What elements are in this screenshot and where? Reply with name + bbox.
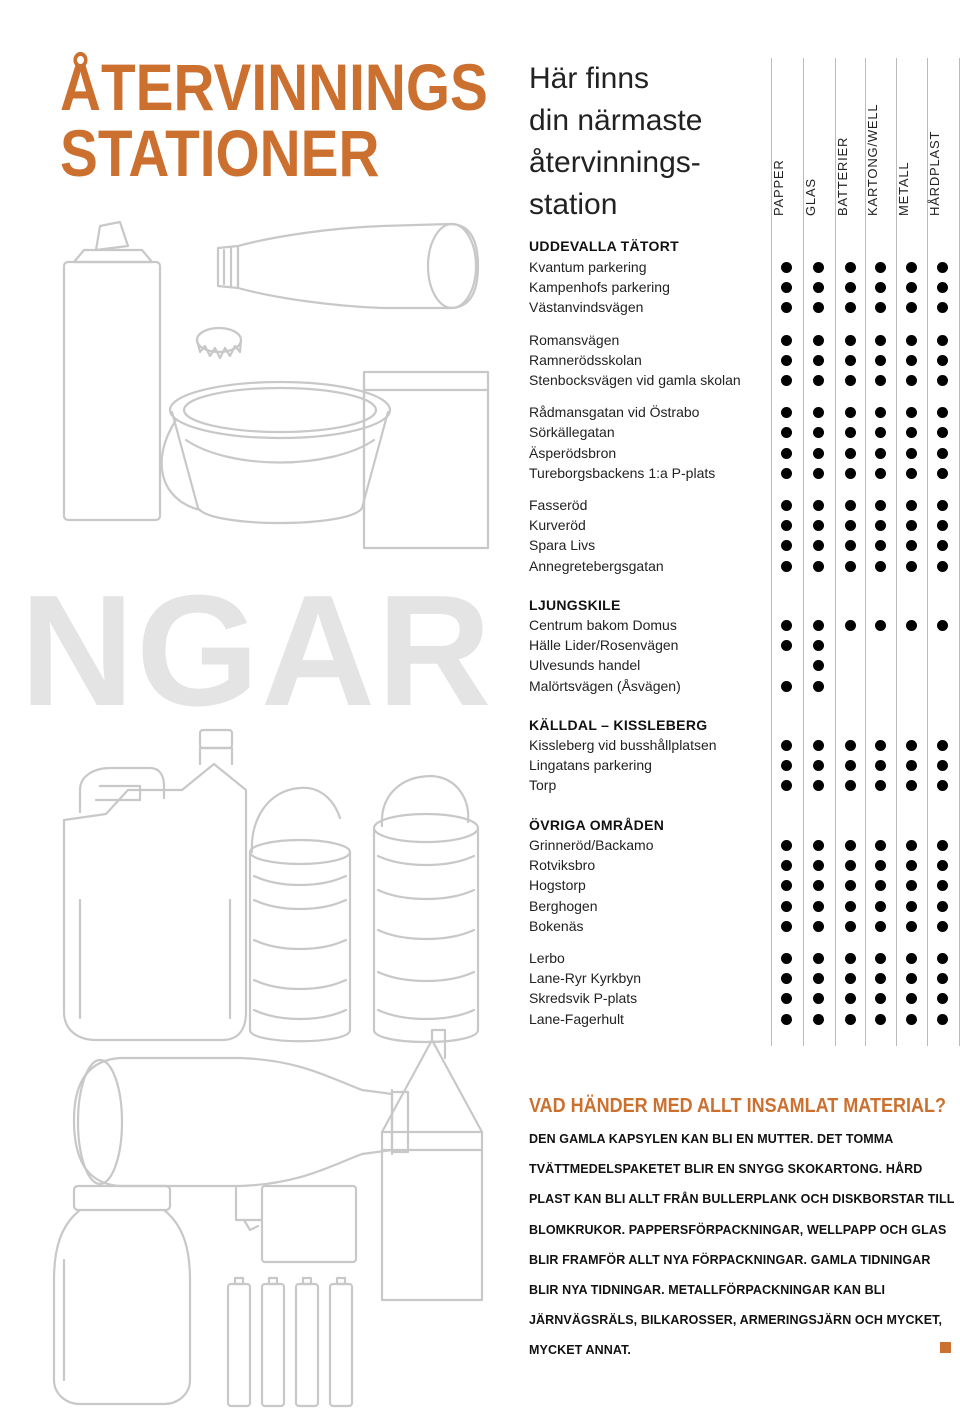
availability-dot [813,901,824,912]
availability-dot [845,427,856,438]
location-row [529,556,959,576]
availability-dot [937,500,948,511]
availability-dot [781,355,792,366]
info-body: DEN GAMLA KAPSYLEN KAN BLI EN MUTTER. DET TOMMA TVÄTTMEDELSPAKETET BLIR EN SNYGG SKOKARTONG. HÅRD PLAST KAN BLI ALLT FRÅN BULLERPLANK OCH DISKBORSTAR TILL BLOMKRUKOR. PAPPERSFÖRPACKNINGAR, WELLPAPP OCH GLAS BLIR FRAMFÖR ALLT NYA FÖRPACKNINGAR. GAMLA TIDNINGAR BLIR NYA TIDNINGAR. METALLFÖRPACKNINGAR KAN BLI JÄRNVÄGSRÄLS, BILKAROSSER, ARMERINGSJÄRN OCH MYCKET, MYCKET ANNAT. [529,1132,955,1358]
column-header-label: METALL [896,161,911,216]
location-name: Tureborgsbackens 1:a P-plats [529,465,716,481]
availability-dot [781,780,792,791]
availability-dot [906,760,917,771]
location-row [529,855,959,875]
availability-dot [845,953,856,964]
availability-dot [906,262,917,273]
page-subtitle-line: återvinnings- [529,146,701,179]
availability-dot [906,993,917,1004]
availability-dot [781,840,792,851]
availability-dot [813,1014,824,1025]
availability-dot [813,427,824,438]
availability-dot [937,375,948,386]
availability-dot [875,780,886,791]
location-row [529,948,959,968]
availability-dot [813,860,824,871]
availability-dot [937,407,948,418]
availability-dot [875,468,886,479]
page-title-line: STATIONER [60,116,380,190]
availability-dot [875,355,886,366]
availability-dot [875,860,886,871]
availability-dot [845,448,856,459]
availability-dot [781,880,792,891]
location-name: Centrum bakom Domus [529,617,677,633]
availability-dot [937,468,948,479]
availability-dot [781,375,792,386]
availability-dot [875,901,886,912]
availability-dot [875,561,886,572]
availability-dot [906,520,917,531]
availability-dot [875,335,886,346]
availability-dot [781,860,792,871]
availability-dot [781,973,792,984]
availability-dot [937,302,948,313]
availability-dot [906,620,917,631]
location-name: Kvantum parkering [529,259,647,275]
location-name: Spara Livs [529,537,596,553]
availability-dot [937,953,948,964]
tin-can-icon [250,788,350,1041]
availability-dot [906,335,917,346]
availability-dot [937,880,948,891]
availability-dot [845,282,856,293]
location-name: Ramnerödsskolan [529,352,642,368]
availability-dot [845,880,856,891]
availability-dot [813,840,824,851]
availability-dot [937,740,948,751]
column-header [803,62,830,216]
location-row [529,835,959,855]
availability-dot [875,740,886,751]
availability-dot [781,901,792,912]
availability-dot [813,973,824,984]
availability-dot [875,407,886,418]
availability-dot [937,262,948,273]
location-row [529,968,959,988]
availability-dot [813,681,824,692]
availability-dot [845,468,856,479]
availability-dot [781,448,792,459]
availability-dot [937,620,948,631]
info-heading: VAD HÄNDER MED ALLT INSAMLAT MATERIAL? [529,1095,946,1117]
availability-dot [781,921,792,932]
location-row [529,635,959,655]
availability-dot [781,407,792,418]
availability-dot [875,620,886,631]
location-name: Torp [529,777,557,793]
availability-dot [845,302,856,313]
availability-dot [813,921,824,932]
location-row [529,515,959,535]
location-row [529,896,959,916]
location-name: Stenbocksvägen vid gamla skolan [529,372,741,388]
location-name: Sörkällegatan [529,424,615,440]
availability-dot [813,993,824,1004]
availability-dot [875,1014,886,1025]
group-heading: UDDEVALLA TÄTORT [529,238,679,254]
location-name: Rådmansgatan vid Östrabo [529,404,700,420]
availability-dot [937,540,948,551]
availability-dot [875,880,886,891]
availability-dot [845,620,856,631]
group-heading: ÖVRIGA OMRÅDEN [529,817,665,833]
availability-dot [813,448,824,459]
availability-dot [781,500,792,511]
location-row [529,257,959,277]
availability-dot [906,282,917,293]
availability-dot [781,740,792,751]
availability-dot [813,640,824,651]
column-header-label: HÅRDPLAST [927,130,942,216]
availability-dot [937,282,948,293]
availability-dot [906,500,917,511]
jerry-can-icon [64,730,246,1040]
availability-dot [906,427,917,438]
location-row [529,916,959,936]
location-name: Hälle Lider/Rosenvägen [529,637,679,653]
group-heading: LJUNGSKILE [529,597,621,613]
location-name: Lerbo [529,950,565,966]
availability-dot [845,262,856,273]
location-row [529,655,959,675]
availability-dot [937,335,948,346]
availability-dot [906,740,917,751]
page-title [60,50,488,190]
availability-dot [906,375,917,386]
availability-dot [875,282,886,293]
background-word: NGAR [20,563,494,739]
location-name: Fasseröd [529,497,588,513]
availability-dot [937,860,948,871]
availability-dot [845,500,856,511]
availability-dot [781,640,792,651]
column-header [896,62,923,216]
page-subtitle-line: station [529,188,618,221]
availability-dot [906,880,917,891]
availability-dot [781,302,792,313]
location-name: Ulvesunds handel [529,657,641,673]
availability-dot [906,901,917,912]
availability-dot [937,448,948,459]
location-name: Rotviksbro [529,857,596,873]
availability-dot [781,620,792,631]
location-name: Grinneröd/Backamo [529,837,654,853]
page-subtitle-line: Här finns [529,62,650,95]
availability-dot [937,520,948,531]
availability-dot [875,540,886,551]
availability-dot [813,760,824,771]
availability-dot [813,780,824,791]
location-row [529,775,959,795]
availability-dot [845,973,856,984]
availability-dot [813,407,824,418]
location-name: Bokenäs [529,918,584,934]
location-row [529,422,959,442]
availability-dot [875,448,886,459]
page-subtitle-line: din närmaste [529,104,703,137]
location-name: Kampenhofs parkering [529,279,670,295]
availability-dot [845,740,856,751]
availability-dot [875,840,886,851]
end-mark [940,1342,951,1353]
column-header-label: PAPPER [771,159,786,216]
carton-box-icon [364,372,488,548]
location-row [529,755,959,775]
availability-dot [906,921,917,932]
availability-dot [845,375,856,386]
availability-dot [813,335,824,346]
availability-dot [813,282,824,293]
availability-dot [906,1014,917,1025]
location-row [529,1009,959,1029]
availability-dot [875,375,886,386]
column-header [865,62,892,216]
availability-dot [875,302,886,313]
availability-dot [937,561,948,572]
location-row [529,297,959,317]
availability-dot [937,427,948,438]
availability-dot [845,520,856,531]
column-header-label: GLAS [803,178,818,216]
availability-dot [875,760,886,771]
availability-dot [781,953,792,964]
bucket-icon [162,382,390,523]
availability-dot [845,407,856,418]
location-row [529,676,959,696]
location-name: Malörtsvägen (Åsvägen) [529,678,681,694]
location-row [529,350,959,370]
availability-dot [845,335,856,346]
location-row [529,535,959,555]
location-row [529,370,959,390]
availability-dot [875,427,886,438]
spray-can-icon [64,222,160,520]
availability-dot [845,901,856,912]
availability-dot [906,355,917,366]
availability-dot [813,740,824,751]
location-name: Kurveröd [529,517,586,533]
page-subtitle [529,58,702,226]
battery-icon [228,1278,352,1406]
availability-dot [906,860,917,871]
availability-dot [937,840,948,851]
location-row [529,988,959,1008]
location-name: Berghogen [529,898,598,914]
availability-dot [813,375,824,386]
availability-dot [781,1014,792,1025]
availability-dot [781,282,792,293]
availability-dot [781,540,792,551]
availability-dot [937,973,948,984]
availability-dot [906,780,917,791]
availability-dot [845,993,856,1004]
availability-dot [813,880,824,891]
availability-dot [937,760,948,771]
availability-dot [845,1014,856,1025]
spray-can-icon [236,1186,356,1262]
availability-dot [781,561,792,572]
availability-dot [875,520,886,531]
availability-dot [906,973,917,984]
availability-dot [813,468,824,479]
availability-dot [906,540,917,551]
availability-dot [875,973,886,984]
location-name: Skredsvik P-plats [529,990,638,1006]
availability-dot [813,561,824,572]
availability-dot [906,840,917,851]
availability-dot [845,561,856,572]
availability-dot [937,780,948,791]
location-name: Romansvägen [529,332,620,348]
location-name: Västanvindsvägen [529,299,644,315]
location-row [529,277,959,297]
availability-dot [906,302,917,313]
availability-dot [813,262,824,273]
location-name: Lane-Fagerhult [529,1011,624,1027]
availability-dot [781,262,792,273]
availability-dot [781,681,792,692]
availability-dot [845,540,856,551]
availability-dot [781,993,792,1004]
milk-carton-icon [382,1030,482,1300]
availability-dot [813,500,824,511]
location-row [529,615,959,635]
column-header-label: BATTERIER [835,136,850,216]
availability-dot [813,540,824,551]
availability-dot [937,993,948,1004]
availability-dot [813,620,824,631]
location-name: Annegretebergsgatan [529,558,664,574]
column-header [835,62,862,216]
location-name: Äsperödsbron [529,445,617,461]
availability-dot [813,953,824,964]
availability-dot [875,993,886,1004]
location-row [529,495,959,515]
availability-dot [937,901,948,912]
location-row [529,735,959,755]
availability-dot [781,427,792,438]
column-header [771,62,798,216]
location-row [529,443,959,463]
location-name: Lane-Ryr Kyrkbyn [529,970,642,986]
availability-dot [813,302,824,313]
location-name: Kissleberg vid busshållplatsen [529,737,717,753]
availability-dot [906,953,917,964]
availability-dot [781,468,792,479]
location-name: Lingatans parkering [529,757,652,773]
availability-dot [781,520,792,531]
location-row [529,875,959,895]
bottle-icon [218,224,478,308]
availability-dot [845,355,856,366]
availability-dot [906,407,917,418]
availability-dot [937,921,948,932]
availability-dot [845,780,856,791]
location-name: Hogstorp [529,877,586,893]
availability-dot [875,262,886,273]
availability-dot [875,921,886,932]
availability-dot [845,840,856,851]
availability-dot [875,500,886,511]
availability-dot [813,660,824,671]
availability-dot [781,335,792,346]
group-heading: KÄLLDAL – KISSLEBERG [529,717,708,733]
location-row [529,463,959,483]
bottle-icon [74,1058,408,1186]
availability-dot [937,355,948,366]
availability-dot [906,561,917,572]
column-header-label: KARTONG/WELL [865,103,880,216]
availability-dot [813,355,824,366]
availability-dot [845,760,856,771]
availability-dot [845,860,856,871]
page-title-line: ÅTERVINNINGS [60,50,488,124]
availability-dot [813,520,824,531]
jar-icon [54,1186,190,1404]
location-row [529,330,959,350]
availability-dot [781,760,792,771]
availability-dot [906,468,917,479]
location-row [529,402,959,422]
availability-dot [845,921,856,932]
availability-dot [906,448,917,459]
column-header [927,62,954,216]
bottle-cap-icon [197,328,241,358]
tin-can-icon [374,776,478,1042]
availability-dot [937,1014,948,1025]
availability-dot [875,953,886,964]
